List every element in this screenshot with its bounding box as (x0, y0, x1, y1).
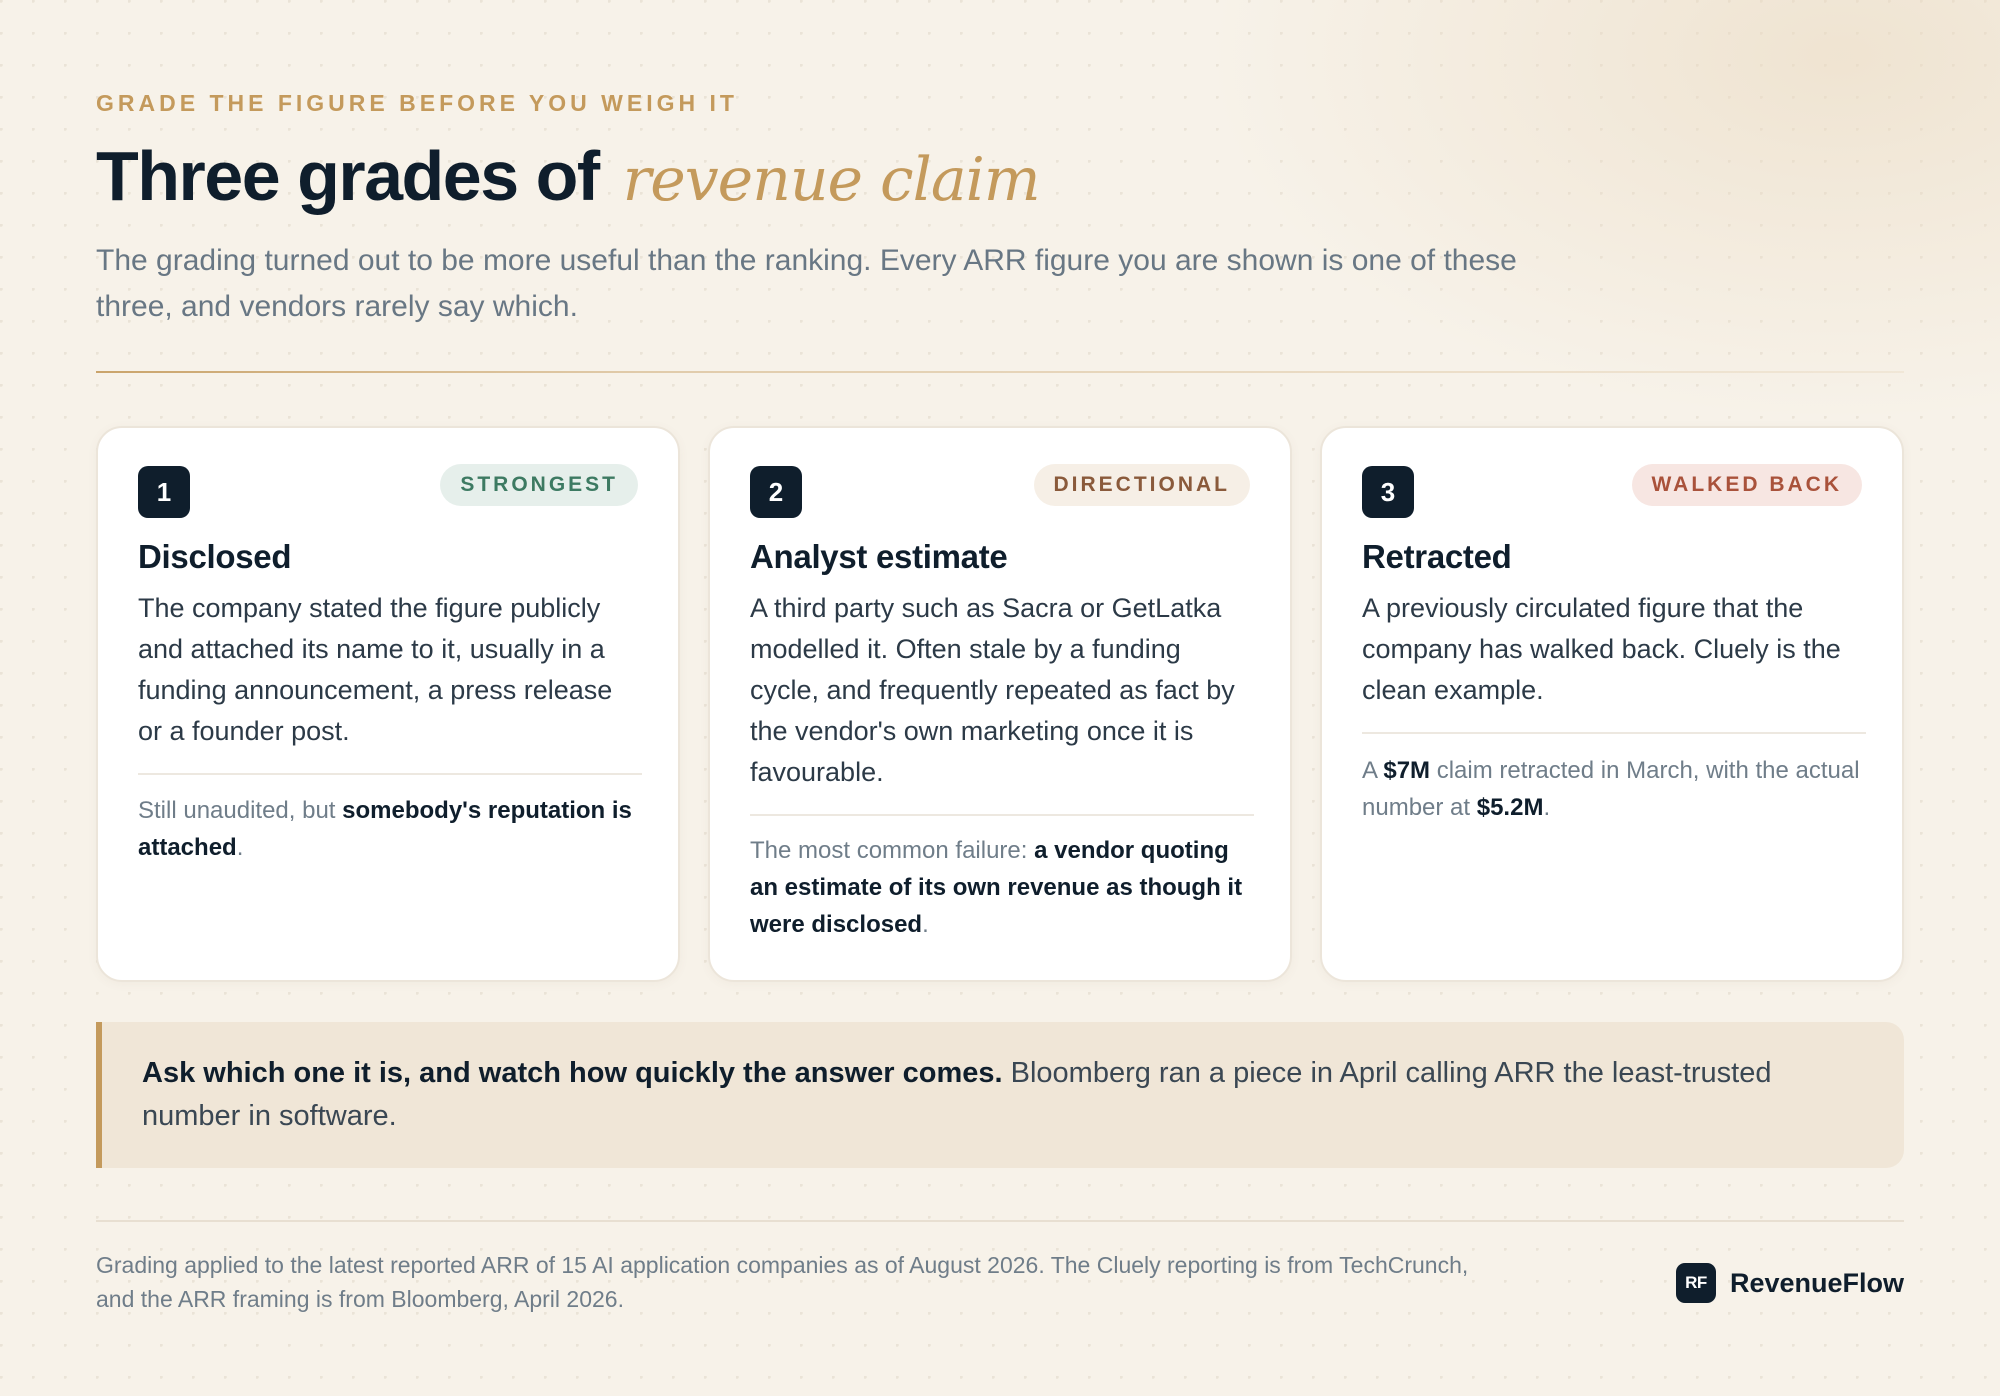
card-note (750, 832, 1254, 943)
note-emphasis: somebody's reputation is attached (138, 797, 632, 861)
page-title (96, 134, 1040, 222)
note-end: . (922, 911, 929, 938)
note-claimed-figure: $7M (1383, 757, 1431, 784)
card-disclosed (96, 426, 680, 982)
callout (96, 1022, 1904, 1168)
eyebrow: GRADE THE FIGURE BEFORE YOU WEIGH IT (96, 90, 738, 116)
brand-logo-icon: RF (1676, 1263, 1716, 1303)
header-divider (96, 371, 1904, 373)
note-end: . (1543, 794, 1551, 821)
brand-name: RevenueFlow (1729, 1267, 1904, 1298)
card-note (1362, 752, 1866, 826)
card-title: Retracted (1362, 538, 1512, 575)
strength-badge: STRONGEST (440, 464, 638, 506)
note-text: The most common failure: (750, 837, 1035, 864)
card-retracted (1320, 426, 1904, 982)
note-text: claim retracted in March, with the actual number at (1362, 757, 1860, 821)
card-title: Analyst estimate (750, 538, 1008, 575)
card-divider (750, 814, 1254, 816)
callout-text: Bloomberg ran a piece in April calling ARR the least-trusted number in software. (142, 1057, 1772, 1132)
strength-badge: DIRECTIONAL (1034, 464, 1251, 506)
footnote: Grading applied to the latest reported ARR of 15 AI application companies as of August 2026. The Cluely reporting is from TechCrunch, and the ARR framing is from Bloomberg, April 2026. (96, 1252, 1469, 1312)
note-end: . (236, 834, 244, 861)
card-analyst-estimate (708, 426, 1292, 982)
note-actual-figure: $5.2M (1476, 794, 1544, 821)
card-number: 2 (750, 466, 802, 518)
card-divider (138, 773, 642, 775)
callout-emphasis: Ask which one it is, and watch how quickly the answer comes. (142, 1057, 1003, 1089)
card-description: A previously circulated figure that the company has walked back. Cluely is the clean example. (1362, 593, 1841, 705)
card-description: The company stated the figure publicly and attached its name to it, usually in a funding announcement, a press release or a founder post. (138, 593, 613, 746)
grade-cards (96, 426, 1904, 982)
footer-divider (96, 1220, 1904, 1222)
card-title: Disclosed (138, 538, 292, 575)
brand (1676, 1263, 1904, 1303)
note-emphasis: a vendor quoting an estimate of its own revenue as though it were disclosed (750, 837, 1243, 938)
card-description: A third party such as Sacra or GetLatka modelled it. Often stale by a funding cycle, and frequently repeated as fact by the vendor's own marketing once it is favourable. (750, 593, 1235, 787)
card-number: 1 (138, 466, 190, 518)
card-number: 3 (1362, 466, 1414, 518)
subtitle: The grading turned out to be more useful than the ranking. Every ARR figure you are shown is one of these three, and vendors rarely say which. (96, 244, 1517, 323)
title-main: Three grades of (96, 137, 599, 215)
note-text: Still unaudited, but (138, 797, 343, 824)
card-divider (1362, 732, 1866, 734)
page (96, 0, 1904, 1396)
strength-badge: WALKED BACK (1632, 464, 1863, 506)
title-accent: revenue claim (622, 145, 1040, 215)
card-note (138, 792, 642, 866)
note-text: A (1362, 757, 1384, 784)
